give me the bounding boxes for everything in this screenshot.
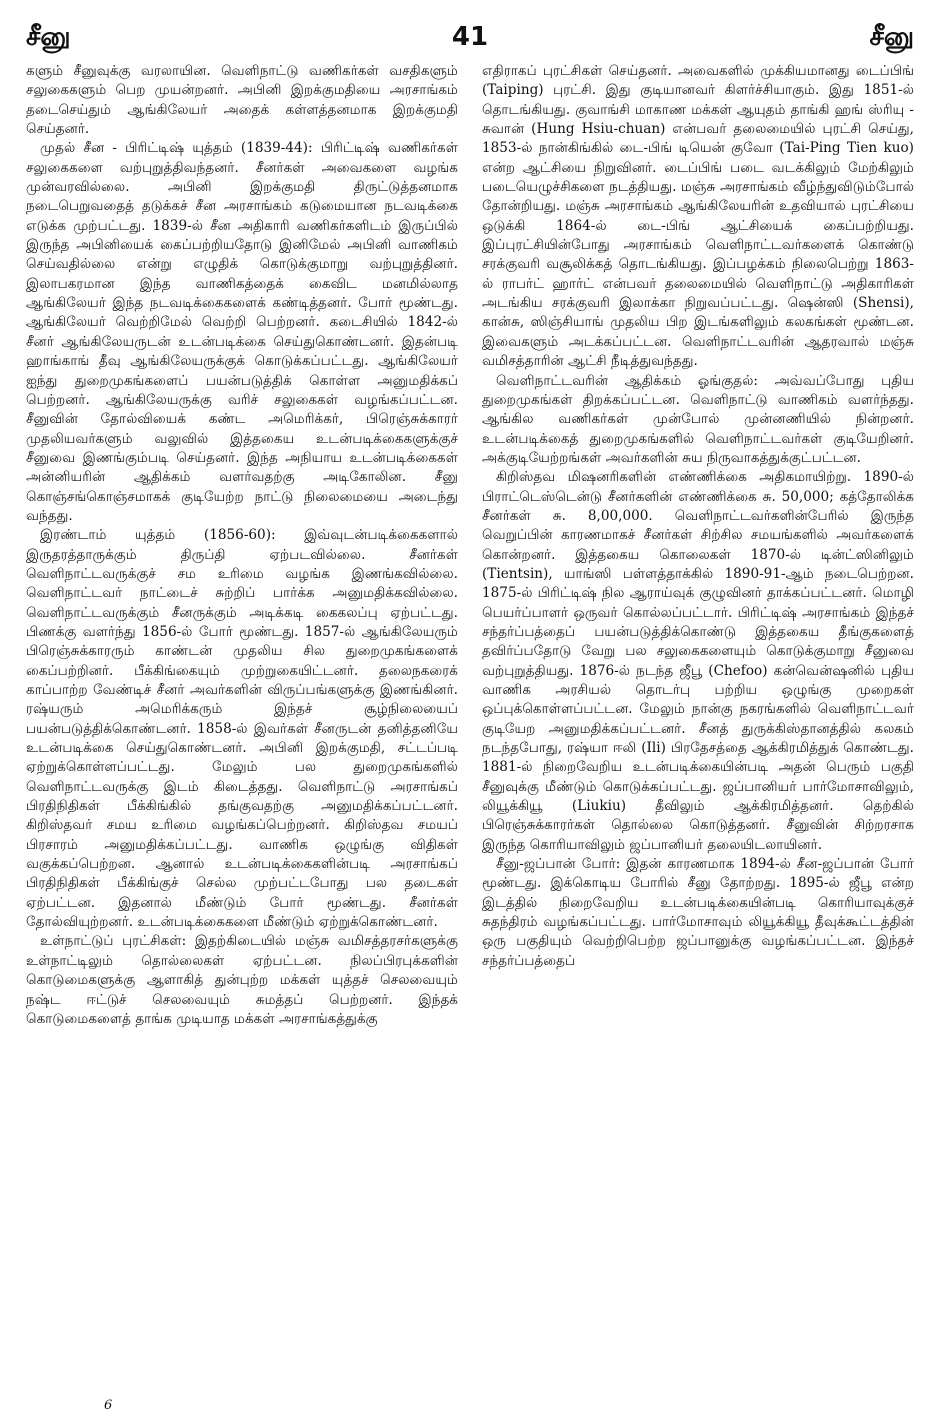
running-head-right: சீனு: [869, 22, 914, 52]
paragraph-body: இதன் காரணமாக 1894-ல் சீன-ஜப்பான் போர் மூண்டது. இக்கொடிய போரில் சீனு தோற்றது. 1895-ல் ஜீபூ என்ற இடத்தில் நிறைவேறிய உடன்படிக்கையின்படி கொரியாவுக்குச் சுதந்திரம் வழங்கப்பட்டது. பார்மோசாவும் லியூக்கியூ தீவுக்கூட்டத்தின் ஒரு பகுதியும் வெற்றிபெற்ற ஜப்பானுக்கு வழங்கப்பட்டன. இந்தச் சந்தர்ப்பத்தைப்: [482, 856, 914, 969]
running-head-left: சீனு: [26, 22, 71, 52]
page-number: 41: [451, 22, 489, 52]
paragraph: கிறிஸ்தவ மிஷனரிகளின் எண்ணிக்கை அதிகமாயிற்று. 1890-ல் பிராட்டெஸ்டென்டு சீனர்களின் எண்ணிக்கை சு. 50,000; கத்தோலிக்க சீனர்கள் சு. 8,00,000. வெளிநாட்டவர்களின்பேரில் இருந்த வெறுப்பின் காரணமாகச் சீனர்கள் சிற்சில சமயங்களில் அவர்களைக் கொன்றனர். இத்தகைய கொலைகள் 1870-ல் டின்ட்ஸினிலும் (Tientsin), யாங்ஸி பள்ளத்தாக்கில் 1890-91-ஆம் நடைபெற்றன. 1875-ல் பிரிட்டிஷ் நில ஆராய்வுக் குழுவினர் தாக்கப்பட்டனர். மொழி பெயர்ப்பாளர் ஒருவர் கொல்லப்பட்டார். பிரிட்டிஷ் அரசாங்கம் இந்தச் சந்தர்ப்பத்தைப் பயன்படுத்திக்கொண்டு இத்தகைய தீங்குகளைத் தவிர்ப்பதோடு வேறு பல சலுகைகளையும் கொடுக்குமாறு சீனுவை வற்புறுத்தியது. 1876-ல் நடந்த ஜீபூ (Chefoo) கன்வென்ஷனில் புதிய வாணிக அரசியல் தொடர்பு பற்றிய ஒழுங்கு முறைகள் ஒப்புக்கொள்ளப்பட்டன. மேலும் நான்கு நகரங்களில் வெளிநாட்டவர் குடியேற அனுமதிக்கப்பட்டனர். சீனத் துருக்கிஸ்தானத்தில் கலகம் நடந்தபோது, ரஷ்யா ஈலி (Ili) பிரதேசத்தை ஆக்கிரமித்துக் கொண்டது. 1881-ல் நிறைவேறிய உடன்படிக்கையின்படி அதன் பெரும் பகுதி சீனுவுக்கு மீண்டும் கொடுக்கப்பட்டது. ஜப்பானியர் பார்மோசாவிலும், லியூக்கியூ (Liukiu) தீவிலும் ஆக்கிரமித்தனர். தெற்கில் பிரெஞ்சுக்காரர்கள் தொல்லை கொடுத்தனர். சீனுவின் சிற்றரசாக இருந்த கொரியாவிலும் ஜப்பானியர் தலையிடலாயினர்.: [482, 469, 914, 853]
paragraph-body: இவ்வுடன்படிக்கைகளால் இருதரத்தாருக்கும் திருப்தி ஏற்படவில்லை. சீனர்கள் வெளிநாட்டவருக்குச் சம உரிமை வழங்க இணங்கவில்லை. வெளிநாட்டவர் நாட்டைச் சுற்றிப் பார்க்க அனுமதிக்கவில்லை. வெளிநாட்டவருக்கும் சீனருக்கும் அடிக்கடி கைகலப்பு ஏற்பட்டது. பிணக்கு வளர்ந்து 1856-ல் போர் மூண்டது. 1857-ல் ஆங்கிலேயரும் பிரெஞ்சுக்காரரும் காண்டன் முதலிய சில துறைமுகங்களைக் கைப்பற்றினர். பீக்கிங்கையும் முற்றுகையிட்டனர். தலைநகரைக் காப்பாற்ற வேண்டிச் சீனர் அவர்களின் விருப்பங்களுக்கு இணங்கினர். ரஷ்யரும் அமெரிக்கரும் இந்தச் சூழ்நிலையைப் பயன்படுத்திக்கொண்டனர். 1858-ல் இவர்கள் சீனருடன் தனித்தனியே உடன்படிக்கை செய்துகொண்டனர். அபினி இறக்குமதி, சட்டப்படி ஏற்றுக்கொள்ளப்பட்டது. மேலும் பல துறைமுகங்களில் வெளிநாட்டவருக்கு இடம் கிடைத்தது. வெளிநாட்டு அரசாங்கப் பிரதிநிதிகள் பீக்கிங்கில் தங்குவதற்கு அனுமதிக்கப்பட்டனர். கிறிஸ்தவர் சமய உரிமை வழங்கப்பெற்றனர். கிறிஸ்தவ சமயப் பிரசாரம் அனுமதிக்கப்பட்டது. வாணிக ஒழுங்கு விதிகள் வகுக்கப்பெற்றன. ஆனால் உடன்படிக்கைகளின்படி அரசாங்கப் பிரதிநிதிகள் பீக்கிங்குச் செல்ல முற்பட்டபோது பல தடைகள் ஏற்பட்டன. இதனால் மீண்டும் போர் மூண்டது. சீனர்கள் தோல்வியுற்றனர். உடன்படிக்கைகளை மீண்டும் ஏற்றுக்கொண்டனர்.: [26, 527, 458, 931]
section-heading: சீனு-ஜப்பான் போர்:: [496, 856, 621, 873]
paragraph-body: அவ்வப்போது புதிய துறைமுகங்கள் திறக்கப்பட்டன. வெளிநாட்டு வாணிகம் வளர்ந்தது. ஆங்கில வணிகர்கள் முன்போல் முன்னணியில் நின்றனர். உடன்படிக்கைத் துறைமுகங்களில் வெளிநாட்டவர்கள் குடியேறினர். அக்குடியேற்றங்கள் அவர்களின் சுய நிருவாகத்துக்குட்பட்டன.: [482, 372, 914, 466]
section-paragraph: [482, 372, 914, 469]
section-heading: வெளிநாட்டவரின் ஆதிக்கம் ஓங்குதல்:: [496, 372, 758, 389]
section-heading: இரண்டாம் யுத்தம் (1856-60):: [40, 527, 276, 544]
paragraph: எதிராகப் புரட்சிகள் செய்தனர். அவைகளில் முக்கியமானது டைப்பிங் (Taiping) புரட்சி. இது குடியானவர் கிளர்ச்சியாகும். இது 1851-ல் தொடங்கியது. குவாங்சி மாகாண மக்கள் ஆயுதம் தாங்கி ஹங் ஸ்ரியு - சுவான் (Hung Hsiu-chuan) என்பவர் தலைமையில் புரட்சி செய்து, 1853-ல் நான்கிங்கில் டை-பிங் டியென் குவோ (Tai-Ping Tien kuo) என்ற ஆட்சியை நிறுவினர். டைப்பிங் படை வடக்கிலும் மேற்கிலும் படையெழுச்சிகளை நடத்தியது. மஞ்சு அரசாங்கம் வீழ்ந்துவிடும்போல் தோன்றியது. மஞ்சு அரசாங்கம் ஆங்கிலேயரின் உதவியால் புரட்சியை ஒடுக்கி 1864-ல் டை-பிங் ஆட்சியைக் கைப்பற்றியது. இப்புரட்சியின்போது அரசாங்கம் வெளிநாட்டவர்களைக் கொண்டு சரக்குவரி வசூலிக்கத் தொடங்கியது. இப்பழக்கம் நிலைபெற்று 1863-ல் ராபர்ட் ஹார்ட் என்பவர் தலைமையில் வெளிநாட்டு அதிகாரிகள் அடங்கிய சரக்குவரி இலாக்கா நிறுவப்பட்டது. ஷென்ஸி (Shensi), கான்சு, ஸிஞ்சியாங் முதலிய பிற இடங்களிலும் கலகங்கள் மூண்டன. இவைகளும் அடக்கப்பட்டன. வெளிநாட்டவரின் ஆதரவால் மஞ்சு வமிசத்தாரின் ஆட்சி நீடித்துவந்தது.: [482, 63, 914, 370]
left-column: [26, 62, 458, 1029]
section-paragraph: [482, 855, 914, 971]
paragraph-body: பிரிட்டிஷ் வணிகர்கள் சலுகைகளை வற்புறுத்திவந்தனர். சீனர்கள் அவைகளை வழங்க முன்வரவில்லை. அபினி இறக்குமதி திருட்டுத்தனமாக நடைபெறுவதைத் தடுக்கச் சீன அரசாங்கம் கடுமையான நடவடிக்கை எடுக்க முற்பட்டது. 1839-ல் சீன அதிகாரி வணிகர்களிடம் இருப்பில் இருந்த அபினியைக் கைப்பற்றியதோடு இனிமேல் அபினி வாணிகம் செய்வதில்லை என்று எழுதிக் கொடுக்குமாறு வற்புறுத்தினர். இலாபகரமான இந்த வாணிகத்தைக் கைவிட மனமில்லாத ஆங்கிலேயர் இந்த நடவடிக்கைகளைக் கண்டித்தனர். போர் மூண்டது. ஆங்கிலேயர் வெற்றிமேல் வெற்றி பெற்றனர். கடைசியில் 1842-ல் சீனர் ஆங்கிலேயருடன் உடன்படிக்கை செய்துகொண்டனர். இதன்படி ஹாங்காங் தீவு ஆங்கிலேயருக்குக் கொடுக்கப்பட்டது. ஆங்கிலேயர் ஐந்து துறைமுகங்களைப் பயன்படுத்திக் கொள்ள அனுமதிக்கப் பெற்றனர். ஆங்கிலேயருக்கு வரிச் சலுகைகள் வழங்கப்பட்டன. சீனுவின் தோல்வியைக் கண்ட அமெரிக்கர், பிரெஞ்சுக்காரர் முதலியவர்களும் வலுவில் இத்தகைய உடன்படிக்கைகளுக்குச் சீனுவை இணங்கும்படி செய்தனர். இந்த அநியாய உடன்படிக்கைகள் அன்னியரின் ஆதிக்கம் வளர்வதற்கு அடிகோலின. சீனு கொஞ்சங்கொஞ்சமாகக் குடியேற்ற நாட்டு நிலைமையை அடைந்து வந்தது.: [26, 140, 458, 524]
section-heading: உள்நாட்டுப் புரட்சிகள்:: [40, 933, 187, 950]
section-paragraph: [26, 932, 458, 1029]
page-header: [26, 18, 914, 58]
right-column: [482, 62, 914, 971]
section-paragraph: [26, 139, 458, 526]
signature-mark: 6: [104, 1398, 113, 1413]
paragraph-body: இதற்கிடையில் மஞ்சு வமிசத்தரசர்களுக்கு உள்நாட்டிலும் தொல்லைகள் ஏற்பட்டன. நிலப்பிரபுக்களின் கொடுமைகளுக்கு ஆளாகித் துன்புற்ற மக்கள் யுத்தச் செலவையும் நஷ்ட ஈட்டுச் செலவையும் சுமத்தப் பெற்றனர். இந்தக் கொடுமைகளைத் தாங்க முடியாத மக்கள் அரசாங்கத்துக்கு: [26, 933, 458, 1027]
section-paragraph: [26, 526, 458, 932]
section-heading: முதல் சீன - பிரிட்டிஷ் யுத்தம் (1839-44):: [40, 140, 313, 157]
paragraph: களும் சீனுவுக்கு வரலாயின. வெளிநாட்டு வணிகர்கள் வசதிகளும் சலுகைகளும் பெற முயன்றனர். அபினி இறக்குமதியை அரசாங்கம் தடைசெய்தும் ஆங்கிலேயர் அதைக் கள்ளத்தனமாக இறக்குமதி செய்தனர்.: [26, 63, 458, 138]
